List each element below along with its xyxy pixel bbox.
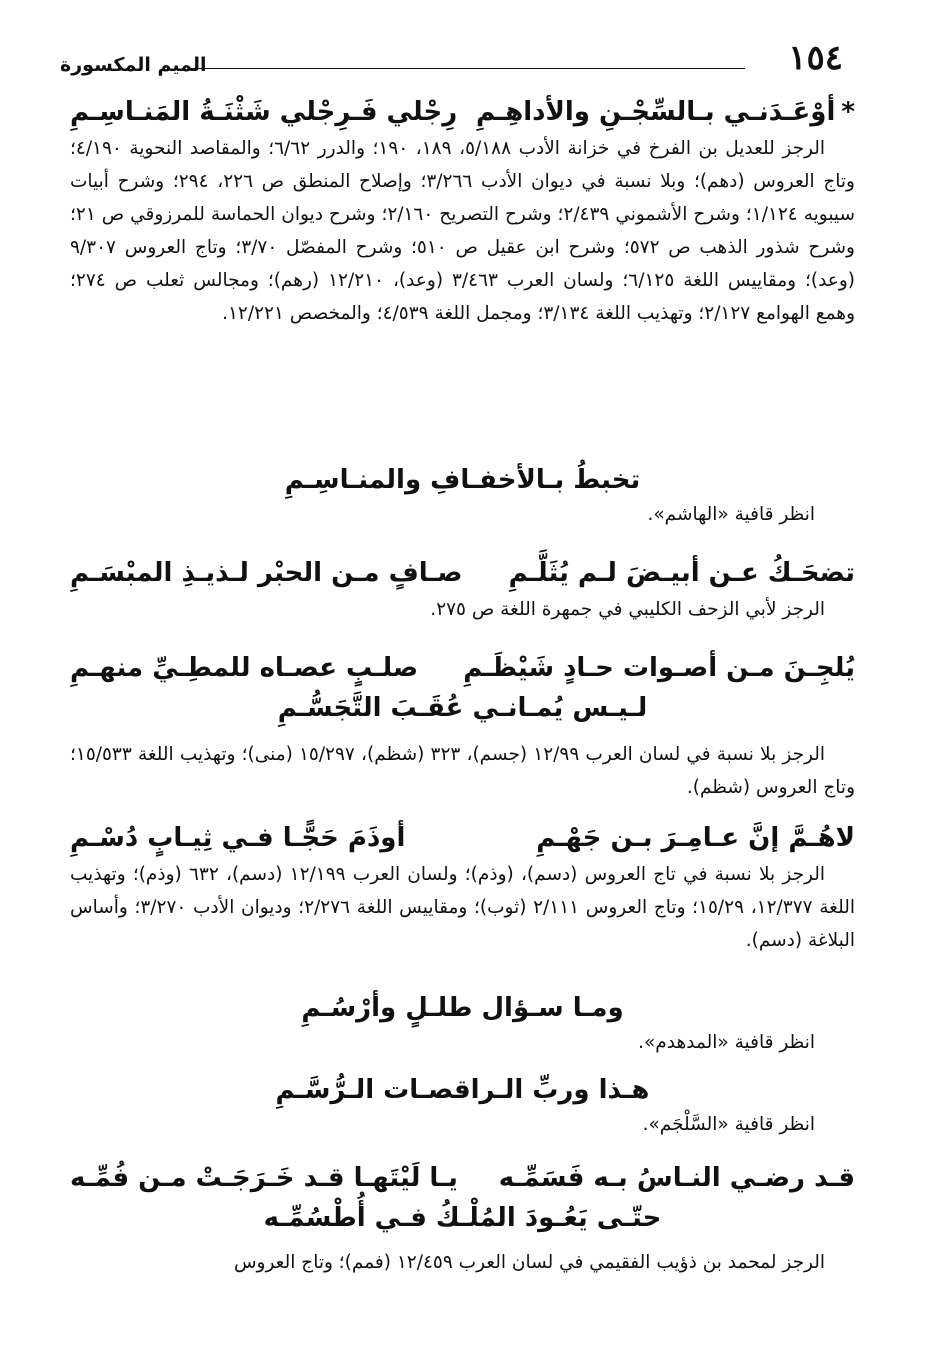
verse-center: ومـا سـؤال طلـلٍ وأرْسُـمِ — [301, 993, 624, 1023]
verse-entry — [70, 988, 855, 1058]
hemistich-second: صـافٍ مـن الحبْر لـذيـذِ المبْسَـمِ — [70, 558, 463, 588]
hemistich-first: لاهُـمَّ إنَّ عـامِـرَ بـن جَهْـمِ — [536, 823, 855, 853]
verse-entry — [70, 92, 855, 330]
verse-entry — [70, 818, 855, 957]
source-note: الرجز بلا نسبة في تاج العروس (دسم)، (وذم)؛ ولسان العرب ١٢/١٩٩ (دسم)، ٦٣٢ (وذم)؛ وتهذيب اللغة ١٢/٣٧٧، ١٥/٢٩؛ وتاج العروس ٢/١١١ (ثوب)؛ ومقاييس اللغة ٢/٢٧٦؛ وديوان الأدب ٣/٢٧٠؛ وأساس البلاغة (دسم). — [70, 864, 855, 951]
verse-center: تخبطُ بـالأخفـافِ والمنـاسِـمِ — [284, 465, 641, 495]
verse-entry — [70, 553, 855, 626]
page-number: ١٥٤ — [788, 38, 843, 78]
hemistich-first: يُلجِـنَ مـن أصـوات حـادٍ شَيْظَـمِ — [463, 653, 855, 683]
verse-line — [70, 818, 855, 858]
verse-center: لـيـس يُمـانـي عُقَـبَ التَّجَسُّـمِ — [277, 693, 648, 723]
verse-line — [70, 553, 855, 593]
hemistich-second: يـا لَيْتَهـا قـد خَـرَجَـتْ مـن فُمِّـه — [70, 1163, 458, 1193]
verse-line — [70, 648, 855, 688]
source-note: الرجز لمحمد بن ذؤيب الفقيمي في لسان العرب ١٢/٤٥٩ (فمم)؛ وتاج العروس — [233, 1252, 825, 1273]
see-also-note: انظر قافية «المدهدم». — [638, 1032, 815, 1053]
verse-entry — [70, 1070, 855, 1140]
verse-entry — [70, 1158, 855, 1279]
hemistich-second: أوذَمَ حَجًّـا فـي ثِيـابٍ دُسْـمِ — [70, 823, 406, 853]
see-also-note: انظر قافية «السَّلْجَم». — [642, 1114, 815, 1135]
verse-line — [70, 92, 855, 132]
verse-line — [70, 460, 855, 500]
hemistich-first: تضحَـكُ عـن أبيـضَ لـم يُثَلَّـمِ — [508, 558, 855, 588]
hemistich-first: قـد رضـي النـاسُ بـه فَسَمِّـه — [498, 1163, 855, 1193]
verse-line — [70, 988, 855, 1028]
source-note: الرجز لأبي الزحف الكليبي في جمهرة اللغة ص ٢٧٥. — [430, 599, 825, 620]
hemistich-first: أوْعَـدَنـي بـالسِّجْـنِ والأداهِـمِ — [475, 97, 836, 127]
source-note: الرجز للعديل بن الفرخ في خزانة الأدب ٥/١٨٨، ١٨٩، ١٩٠؛ والدرر ٦/٦٢؛ والمقاصد النحوية ٤/١٩٠؛ وتاج العروس (دهم)؛ وبلا نسبة في ديوان الأدب ٣/٢٦٦؛ وإصلاح المنطق ص ٢٢٦، ٢٩٤؛ وشرح أبيات سيبويه ١/١٢٤؛ وشرح الأشموني ٢/٤٣٩؛ وشرح التصريح ٢/١٦٠؛ وشرح ديوان الحماسة للمرزوقي ص ٢١؛ وشرح شذور الذهب ص ٥٧٢؛ وشرح ابن عقيل ص ٥١٠؛ وشرح المفصّل ٣/٧٠؛ وتاج العروس ٩/٣٠٧ (وعد)؛ ومقاييس اللغة ٦/١٢٥؛ ولسان العرب ٣/٤٦٣ (وعد)، ١٢/٢١٠ (رهم)؛ ومجالس ثعلب ص ٢٧٤؛ وهمع الهوامع ٢/١٢٧؛ وتهذيب اللغة ٣/١٣٤؛ ومجمل اللغة ٤/٥٣٩؛ والمخصص ١٢/٢٢١. — [70, 138, 856, 324]
verse-line — [70, 1070, 855, 1110]
header-rule — [190, 68, 745, 69]
verse-entry — [70, 648, 855, 804]
verse-entry — [70, 460, 855, 530]
verse-line-second — [70, 1198, 855, 1238]
star-marker: * — [841, 97, 855, 127]
verse-line — [70, 1158, 855, 1198]
running-title: الميم المكسورة — [60, 54, 207, 76]
page-header — [60, 38, 865, 82]
hemistich-second: صلـبٍ عصـاه للمطِـيِّ منهـمِ — [70, 653, 419, 683]
see-also-note: انظر قافية «الهاشم». — [647, 504, 815, 525]
verse-center: هـذا وربِّ الـراقصـات الـرُّسَّـمِ — [275, 1075, 650, 1105]
source-note: الرجز بلا نسبة في لسان العرب ١٢/٩٩ (جسم)، ٣٢٣ (شظم)، ١٥/٢٩٧ (منى)؛ وتهذيب اللغة ١٥/٥٣٣؛ وتاج العروس (شظم). — [70, 744, 855, 798]
hemistich-second: رِجْلي فَـرِجْلي شَثْنَـةُ المَنـاسِـمِ — [70, 97, 458, 127]
verse-line-second — [70, 688, 855, 728]
verse-center: حتّـى يَعُـودَ المُلْـكُ فـي أُطْسُمِّـه — [263, 1203, 662, 1233]
